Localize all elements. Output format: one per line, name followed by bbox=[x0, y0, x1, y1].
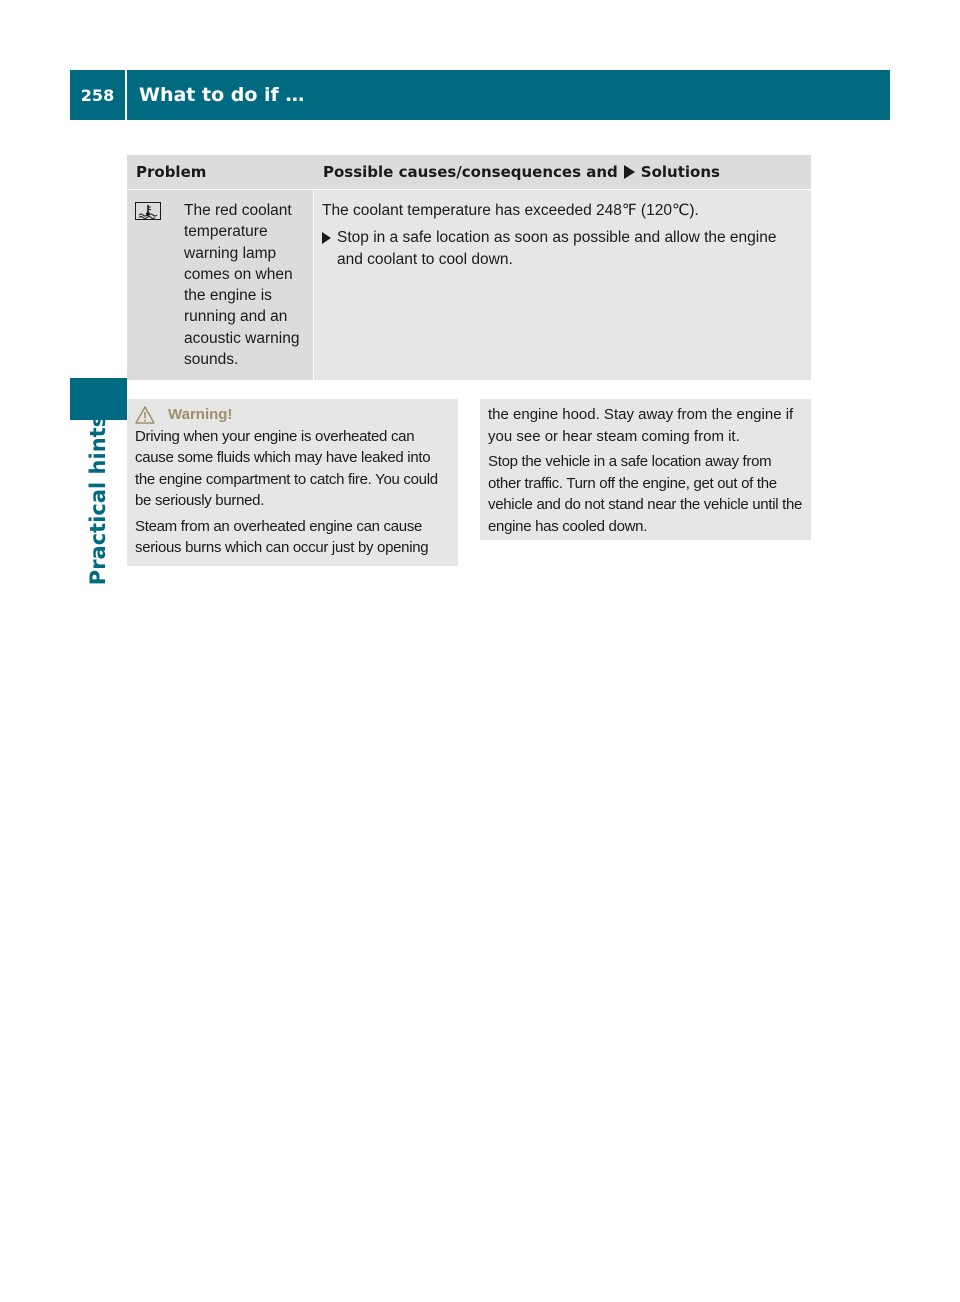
table-header bbox=[127, 155, 811, 190]
solution-cell bbox=[314, 190, 811, 380]
problem-table bbox=[127, 155, 811, 380]
column-header-solution-prefix: Possible causes/consequences and bbox=[323, 163, 618, 181]
warning-paragraph: the engine hood. Stay away from the engine if you see or hear steam coming from it. bbox=[488, 406, 794, 445]
cause-text: The coolant temperature has exceeded 248℉ (120℃). bbox=[322, 202, 699, 219]
page-title: What to do if … bbox=[139, 84, 305, 106]
warning-paragraph: Stop the vehicle in a safe location away from other traffic. Turn off the engine, get out of the vehicle and do not stand near the vehicle until the engine has cooled down. bbox=[488, 453, 803, 535]
solution-step bbox=[322, 227, 805, 270]
warning-box bbox=[127, 399, 458, 566]
problem-cell bbox=[127, 190, 314, 380]
coolant-temperature-icon bbox=[135, 202, 161, 220]
warning-title: Warning! bbox=[168, 406, 233, 423]
warning-paragraph: Steam from an overheated engine can cause serious burns which can occur just by opening bbox=[135, 517, 429, 556]
column-header-solution bbox=[314, 155, 811, 189]
column-header-problem: Problem bbox=[136, 163, 207, 181]
section-label: Practical hints bbox=[86, 414, 110, 586]
warning-heading bbox=[135, 404, 450, 426]
problem-text: The red coolant temperature warning lamp comes on when the engine is running and an acoustic warning sounds. bbox=[184, 202, 300, 369]
arrow-right-icon bbox=[322, 232, 331, 244]
solution-text: Stop in a safe location as soon as possible and allow the engine and coolant to cool down. bbox=[337, 229, 777, 268]
warning-triangle-icon bbox=[135, 406, 155, 424]
arrow-right-icon bbox=[624, 165, 635, 179]
page-header bbox=[70, 70, 890, 120]
warning-box-continued bbox=[480, 399, 811, 540]
column-header-solution-suffix: Solutions bbox=[640, 163, 720, 181]
page-number: 258 bbox=[70, 70, 127, 120]
warning-paragraph: Driving when your engine is overheated can cause some fluids which may have leaked into the engine compartment to catch fire. You could be seriously burned. bbox=[135, 427, 438, 509]
section-tab-marker bbox=[70, 378, 127, 420]
table-row bbox=[127, 190, 811, 380]
